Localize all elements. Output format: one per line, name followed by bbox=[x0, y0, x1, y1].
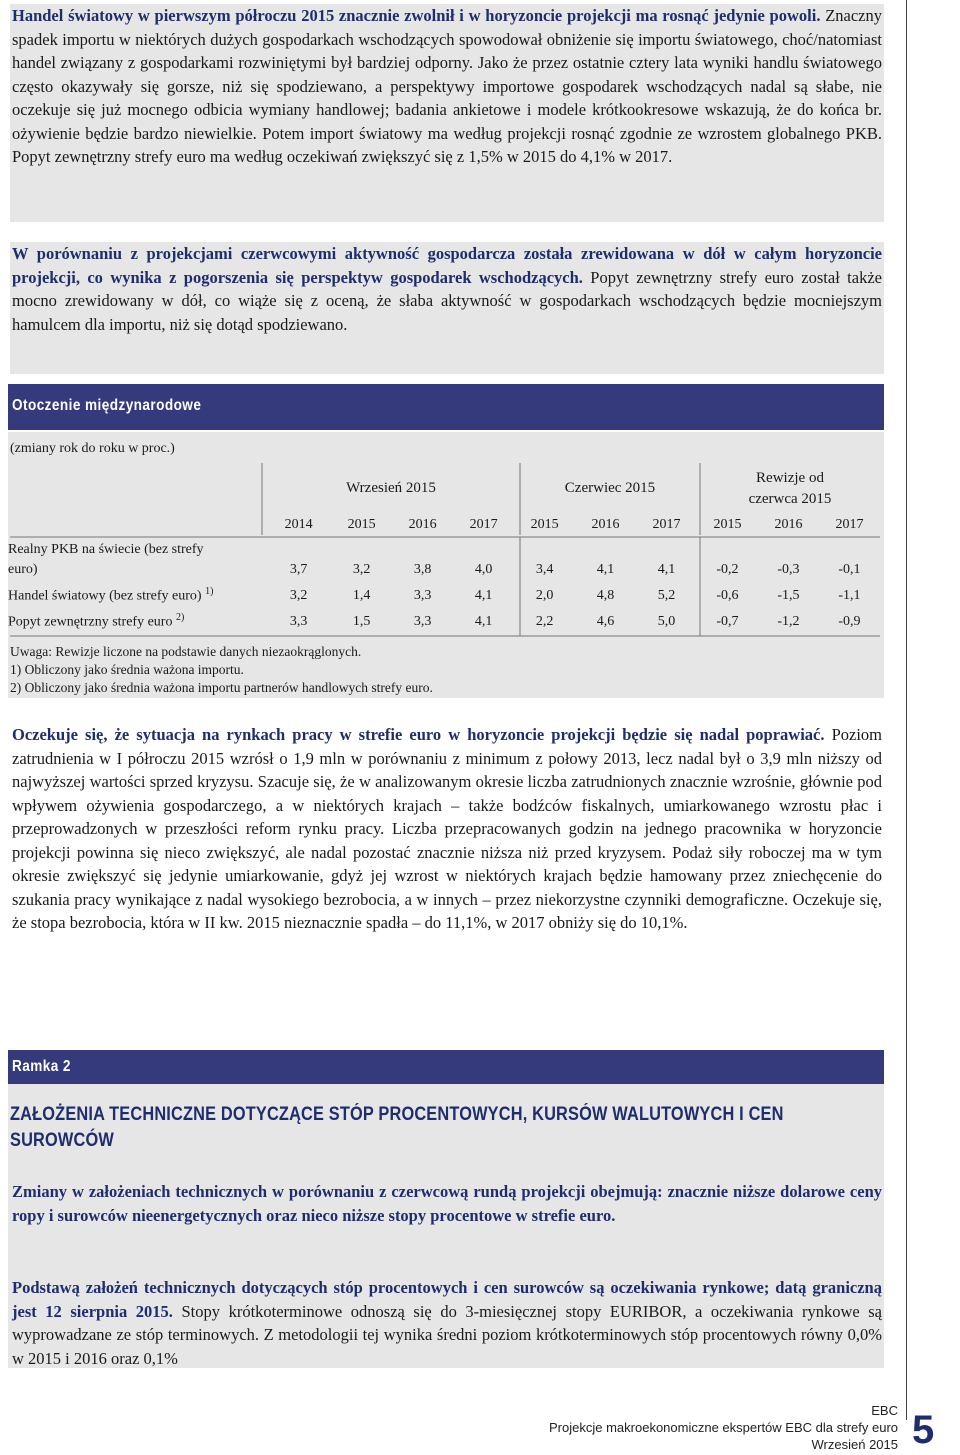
value-cell: 4,1 bbox=[474, 587, 493, 603]
year-cell: 2017 bbox=[835, 517, 864, 532]
value-cell: 4,0 bbox=[474, 562, 493, 577]
ramka-heading-text: Ramka 2 bbox=[12, 1058, 71, 1075]
year-cell: 2016 bbox=[591, 517, 620, 532]
international-environment-table bbox=[8, 514, 880, 634]
value-cell: 3,2 bbox=[289, 587, 308, 603]
year-cell: 2015 bbox=[530, 517, 559, 532]
table-notes bbox=[10, 643, 433, 697]
group-header-revisions-line1: Rewizje od bbox=[756, 470, 824, 486]
value-cell: 2,0 bbox=[535, 587, 554, 603]
value-cell: 4,6 bbox=[596, 613, 615, 629]
table-note: 1) Obliczony jako średnia ważona importu. bbox=[10, 662, 244, 677]
ramka-heading bbox=[8, 1050, 884, 1084]
value-cell: -0,2 bbox=[716, 562, 739, 577]
value-cell: -0,1 bbox=[838, 562, 861, 577]
value-cell: 3,3 bbox=[413, 613, 432, 629]
value-cell: -0,9 bbox=[838, 613, 861, 629]
value-cell: -1,2 bbox=[777, 613, 800, 629]
value-cell: 4,1 bbox=[596, 562, 615, 577]
value-cell: 1,4 bbox=[352, 587, 371, 603]
ramka-paragraph-changes bbox=[10, 1180, 884, 1227]
year-cell: 2017 bbox=[469, 517, 498, 532]
value-cell: 3,7 bbox=[289, 562, 308, 577]
year-cell: 2014 bbox=[284, 517, 313, 532]
group-header-revisions-line2: czerwca 2015 bbox=[748, 491, 832, 507]
value-cell: -1,5 bbox=[777, 587, 800, 603]
row-label-text: Popyt zewnętrzny strefy euro bbox=[8, 614, 173, 630]
page-footer bbox=[500, 1402, 898, 1453]
ramka-title: ZAŁOŻENIA TECHNICZNE DOTYCZĄCE STÓP PROCENTOWYCH, KURSÓW WALUTOWYCH I CEN SUROWCÓW bbox=[10, 1104, 784, 1151]
footnote-marker: 1) bbox=[205, 586, 214, 598]
table-row bbox=[8, 536, 880, 558]
year-cell: 2016 bbox=[408, 517, 437, 532]
table-row bbox=[8, 558, 880, 582]
value-cell: 3,2 bbox=[352, 562, 371, 577]
value-cell: 4,1 bbox=[657, 562, 676, 577]
value-cell: 5,2 bbox=[657, 587, 676, 603]
value-cell: -0,7 bbox=[716, 613, 739, 629]
paragraph-lead: Handel światowy w pierwszym półroczu 2015 znacznie zwolnił i w horyzoncie projekcji ma rosnąć jedynie powoli. bbox=[12, 6, 821, 25]
row-label-line1: Realny PKB na świecie (bez strefy bbox=[8, 542, 204, 557]
group-header-revisions bbox=[700, 468, 880, 510]
row-label: euro) bbox=[8, 562, 38, 577]
paragraph-lead: W porównaniu z projekcjami czerwcowymi aktywność gospodarcza została zrewidowana w dół w całym horyzoncie projekcji, co wynika z pogorszenia się perspektyw gospodarek wschodzących. bbox=[12, 244, 882, 287]
paragraph-body: Stopy krótkoterminowe odnoszą się do 3-miesięcznej stopy EURIBOR, a oczekiwania rynkowe są wyprowadzane ze stóp terminowych. Z metodologii tej wynika średni poziom krótkoterminowych stóp procentowych równy 0,0% w 2015 i 2016 oraz 0,1% bbox=[12, 1301, 882, 1368]
value-cell: 3,8 bbox=[413, 562, 432, 577]
value-cell: 3,4 bbox=[535, 562, 554, 577]
paragraph-lead: Oczekuje się, że sytuacja na rynkach pracy w strefie euro w horyzoncie projekcji będzie się nadal poprawiać. bbox=[12, 725, 825, 744]
paragraph-lead: Zmiany w założeniach technicznych w porównaniu z czerwcową rundą projekcji obejmują: znacznie niższe dolarowe ceny ropy i surowców nieenergetycznych oraz nieco niższe stopy procentowe w strefie euro. bbox=[12, 1182, 882, 1225]
footer-title: Projekcje makroekonomiczne ekspertów EBC dla strefy euro bbox=[549, 1420, 898, 1435]
table-row bbox=[8, 582, 880, 609]
table-note: 2) Obliczony jako średnia ważona importu partnerów handlowych strefy euro. bbox=[10, 680, 433, 695]
footnote-marker: 2) bbox=[175, 612, 185, 624]
table-row bbox=[8, 609, 880, 634]
value-cell: 1,5 bbox=[352, 613, 371, 629]
paragraph-body: Znaczny spadek importu w niektórych dużych gospodarkach wschodzących spowodował obniżenie się importu światowego, choć/natomiast handel związany z gospodarkami rozwiniętymi był bardziej odporny. Jako że przez ostatnie cztery lata wyniki handlu światowego często okazywały się gorsze, niż się spodziewano, a perspektywy importowe gospodarek wschodzących nadal są słabe, nie oczekuje się już mocnego odbicia wymiany handlowej; badania ankietowe i modele krótkookresowe wskazują, że do końca br. ożywienie będzie bardzo niewielkie. Potem import światowy ma według projekcji rosnąć zgodnie ze wzrostem globalnego PKB. Popyt zewnętrzny strefy euro ma według oczekiwań zwiększyć się z 1,5% w 2015 do 4,1% w 2017. bbox=[12, 6, 882, 166]
row-label bbox=[8, 609, 266, 634]
value-cell: 3,3 bbox=[413, 587, 432, 603]
paragraph-body: Popyt zewnętrzny strefy euro został także mocno zrewidowany w dół, co wiąże się z oceną, że słaba aktywność w gospodarkach wschodzących będzie mocniejszym hamulcem dla importu, niż się dotąd spodziewano. bbox=[12, 267, 882, 334]
table-year-row bbox=[8, 514, 880, 536]
year-cell: 2015 bbox=[713, 517, 742, 532]
value-cell: 4,1 bbox=[474, 613, 493, 629]
paragraph-labour-market bbox=[10, 723, 884, 935]
table-units: (zmiany rok do roku w proc.) bbox=[10, 441, 175, 456]
value-cell: 3,3 bbox=[289, 613, 308, 629]
row-label-text: Handel światowy (bez strefy euro) bbox=[8, 588, 202, 604]
group-header-september: Wrzesień 2015 bbox=[346, 480, 436, 496]
footer-date: Wrzesień 2015 bbox=[811, 1437, 898, 1452]
table-box-heading-text: Otoczenie międzynarodowe bbox=[12, 397, 202, 414]
footer-publisher: EBC bbox=[871, 1403, 898, 1418]
value-cell: -0,6 bbox=[716, 587, 739, 603]
value-cell: -1,1 bbox=[838, 587, 861, 603]
paragraph-body: Poziom zatrudnienia w I półroczu 2015 wzrósł o 1,9 mln w porównaniu z minimum z połowy 2013, lecz nadal był o 3,9 mln niższy od najwyższej wartości sprzed kryzysu. Szacuje się, że w analizowanym okresie liczba zatrudnionych znacznie wzrośnie, głównie pod wpływem ożywienia gospodarczego, a w niektórych krajach – także bodźców fiskalnych, umiarkowanego wzrostu płac i przeprowadzonych w przeszłości reform rynku pracy. Liczba przepracowanych godzin na jednego pracownika w horyzoncie projekcji powinna się nieco zwiększyć, ale nadal pozostać znacznie niższa niż przed kryzysem. Podaż siły roboczej ma w tym okresie zwiększyć się jedynie umiarkowanie, gdyż jej wzrost w niektórych krajach będzie hamowany przez zniechęcenie do szukania pracy wynikające z nadal wysokiego bezrobocia, a w innych – przez niekorzystne czynniki demograficzne. Oczekuje się, że stopa bezrobocia, która w II kw. 2015 nieznacznie spadła – do 11,1%, w 2017 obniży się do 10,1%. bbox=[12, 725, 882, 932]
table-note: Uwaga: Rewizje liczone na podstawie danych niezaokrąglonych. bbox=[10, 644, 362, 659]
year-cell: 2017 bbox=[652, 517, 681, 532]
row-label bbox=[8, 582, 266, 609]
value-cell: -0,3 bbox=[777, 562, 800, 577]
ramka-paragraph-basis bbox=[10, 1276, 884, 1370]
year-cell: 2016 bbox=[774, 517, 803, 532]
paragraph-lead: Podstawą założeń technicznych dotyczących stóp procentowych i cen surowców są oczekiwania rynkowe; datą graniczną jest 12 sierpnia 2015. bbox=[12, 1278, 882, 1321]
page-number: 5 bbox=[912, 1408, 935, 1452]
value-cell: 5,0 bbox=[657, 613, 676, 629]
year-cell: 2015 bbox=[347, 517, 376, 532]
value-cell: 2,2 bbox=[535, 613, 554, 629]
group-header-june: Czerwiec 2015 bbox=[564, 480, 656, 496]
value-cell: 4,8 bbox=[596, 587, 615, 603]
